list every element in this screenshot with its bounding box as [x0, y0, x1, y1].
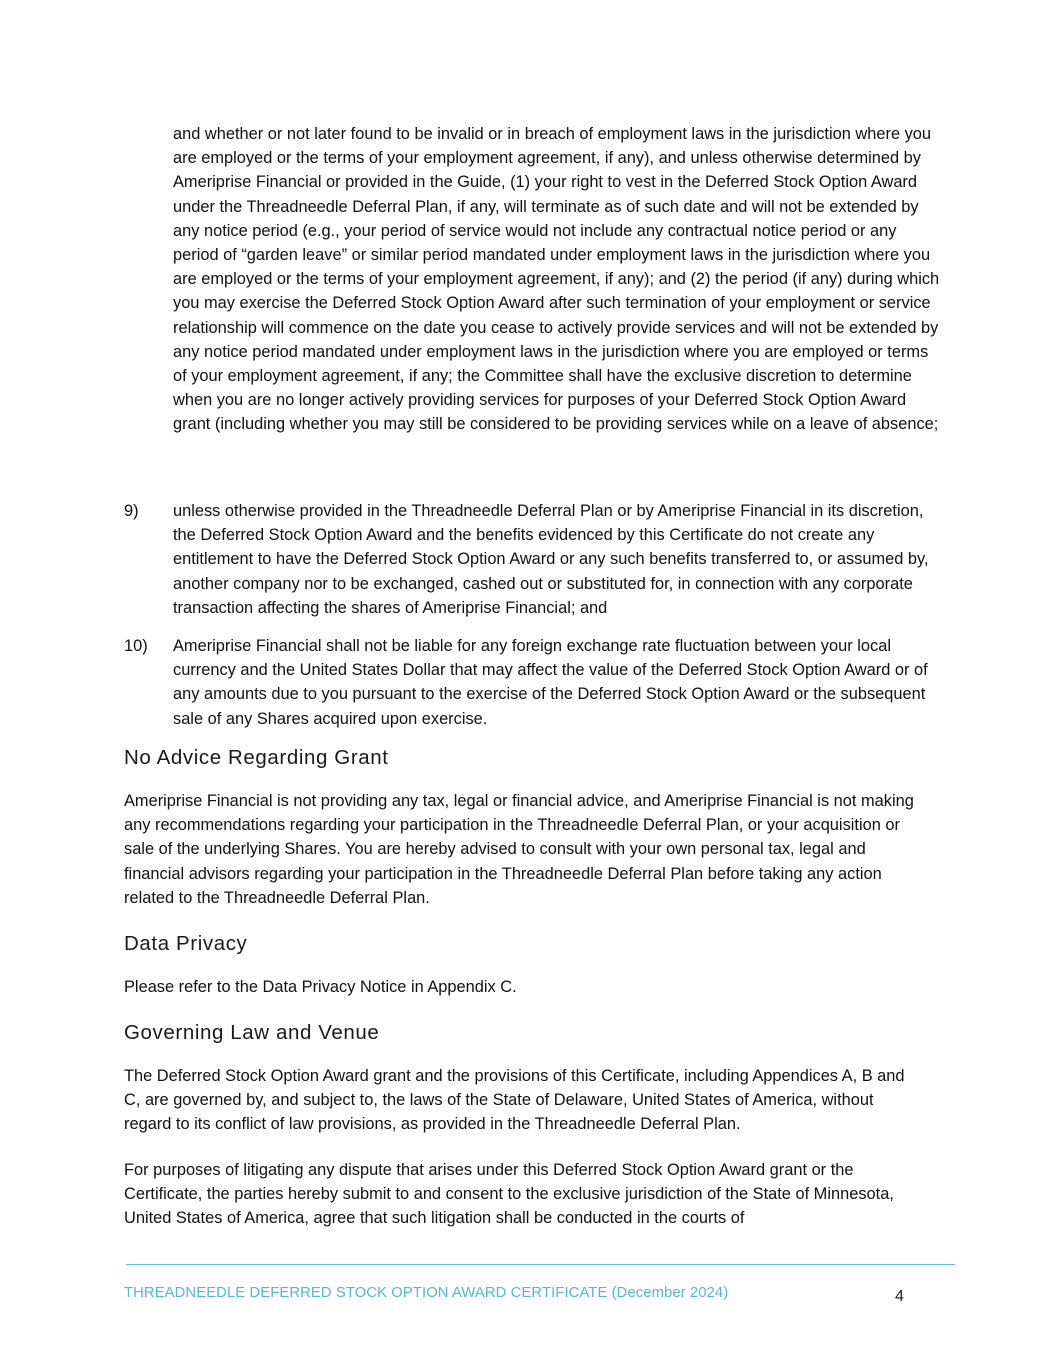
continuation-paragraph: and whether or not later found to be invalid or in breach of employment laws in the jurisdiction where you are employed or the terms of your employment agreement, if any), and unless otherwise determined by Ameriprise Financial or provided in the Guide, (1) your right to vest in the Deferred Stock Option Award under the Threadneedle Deferral Plan, if any, will terminate as of such date and will not be extended by any notice period (e.g., your period of service would not include any contractual notice period or any period of “garden leave” or similar period mandated under employment laws in the jurisdiction where you are employed or the terms of your employment agreement, if any); and (2) the period (if any) during which you may exercise the Deferred Stock Option Award after such termination of your employment or service relationship will commence on the date you cease to actively provide services and will not be extended by any notice period mandated under employment laws in the jurisdiction where you are employed or terms of your employment agreement, if any; the Committee shall have the exclusive discretion to determine when you are no longer actively providing services for purposes of your Deferred Stock Option Award grant (including whether you may still be considered to be providing services while on a leave of absence; [173, 125, 940, 434]
section-heading-no-advice: No Advice Regarding Grant [124, 746, 389, 769]
no-advice-paragraph: Ameriprise Financial is not providing any tax, legal or financial advice, and Ameriprise Financial is not making any recommendations regarding your participation in the Threadneedle Deferral Plan, or your acquisition or sale of the underlying Shares. You are hereby advised to consult with your own personal tax, legal and financial advisors regarding your participation in the Threadneedle Deferral Plan before taking any action related to the Threadneedle Deferral Plan. [124, 792, 914, 907]
numbered-item-10 [124, 634, 944, 731]
item-text: Ameriprise Financial shall not be liable for any foreign exchange rate fluctuation between your local currency and the United States Dollar that may affect the value of the Deferred Stock Option Award or of any amounts due to you pursuant to the exercise of the Deferred Stock Option Award or the subsequent sale of any Shares acquired upon exercise. [173, 637, 928, 728]
section-heading-governing-law: Governing Law and Venue [124, 1021, 380, 1044]
governing-law-paragraph-2: For purposes of litigating any dispute that arises under this Deferred Stock Option Award grant or the Certificate, the parties hereby submit to and consent to the exclusive jurisdiction of the State of Minnesota, United States of America, agree that such litigation shall be conducted in the courts of [124, 1161, 894, 1228]
item-text: unless otherwise provided in the Threadneedle Deferral Plan or by Ameriprise Financial in its discretion, the Deferred Stock Option Award and the benefits evidenced by this Certificate do not create any entitlement to have the Deferred Stock Option Award or any such benefits transferred to, or assumed by, another company nor to be exchanged, cashed out or substituted for, in connection with any corporate transaction affecting the shares of Ameriprise Financial; and [173, 502, 929, 617]
footer-title: THREADNEEDLE DEFERRED STOCK OPTION AWARD CERTIFICATE (December 2024) [124, 1285, 729, 1301]
footer-divider [126, 1264, 955, 1265]
item-number: 9) [124, 502, 139, 520]
item-number: 10) [124, 637, 148, 655]
numbered-item-9 [124, 499, 944, 620]
data-privacy-paragraph: Please refer to the Data Privacy Notice in Appendix C. [124, 978, 517, 996]
governing-law-paragraph-1: The Deferred Stock Option Award grant and the provisions of this Certificate, including Appendices A, B and C, are governed by, and subject to, the laws of the State of Delaware, United States of America, without regard to its conflict of law provisions, as provided in the Threadneedle Deferral Plan. [124, 1067, 905, 1134]
section-heading-data-privacy: Data Privacy [124, 932, 248, 955]
page-number: 4 [895, 1288, 904, 1305]
